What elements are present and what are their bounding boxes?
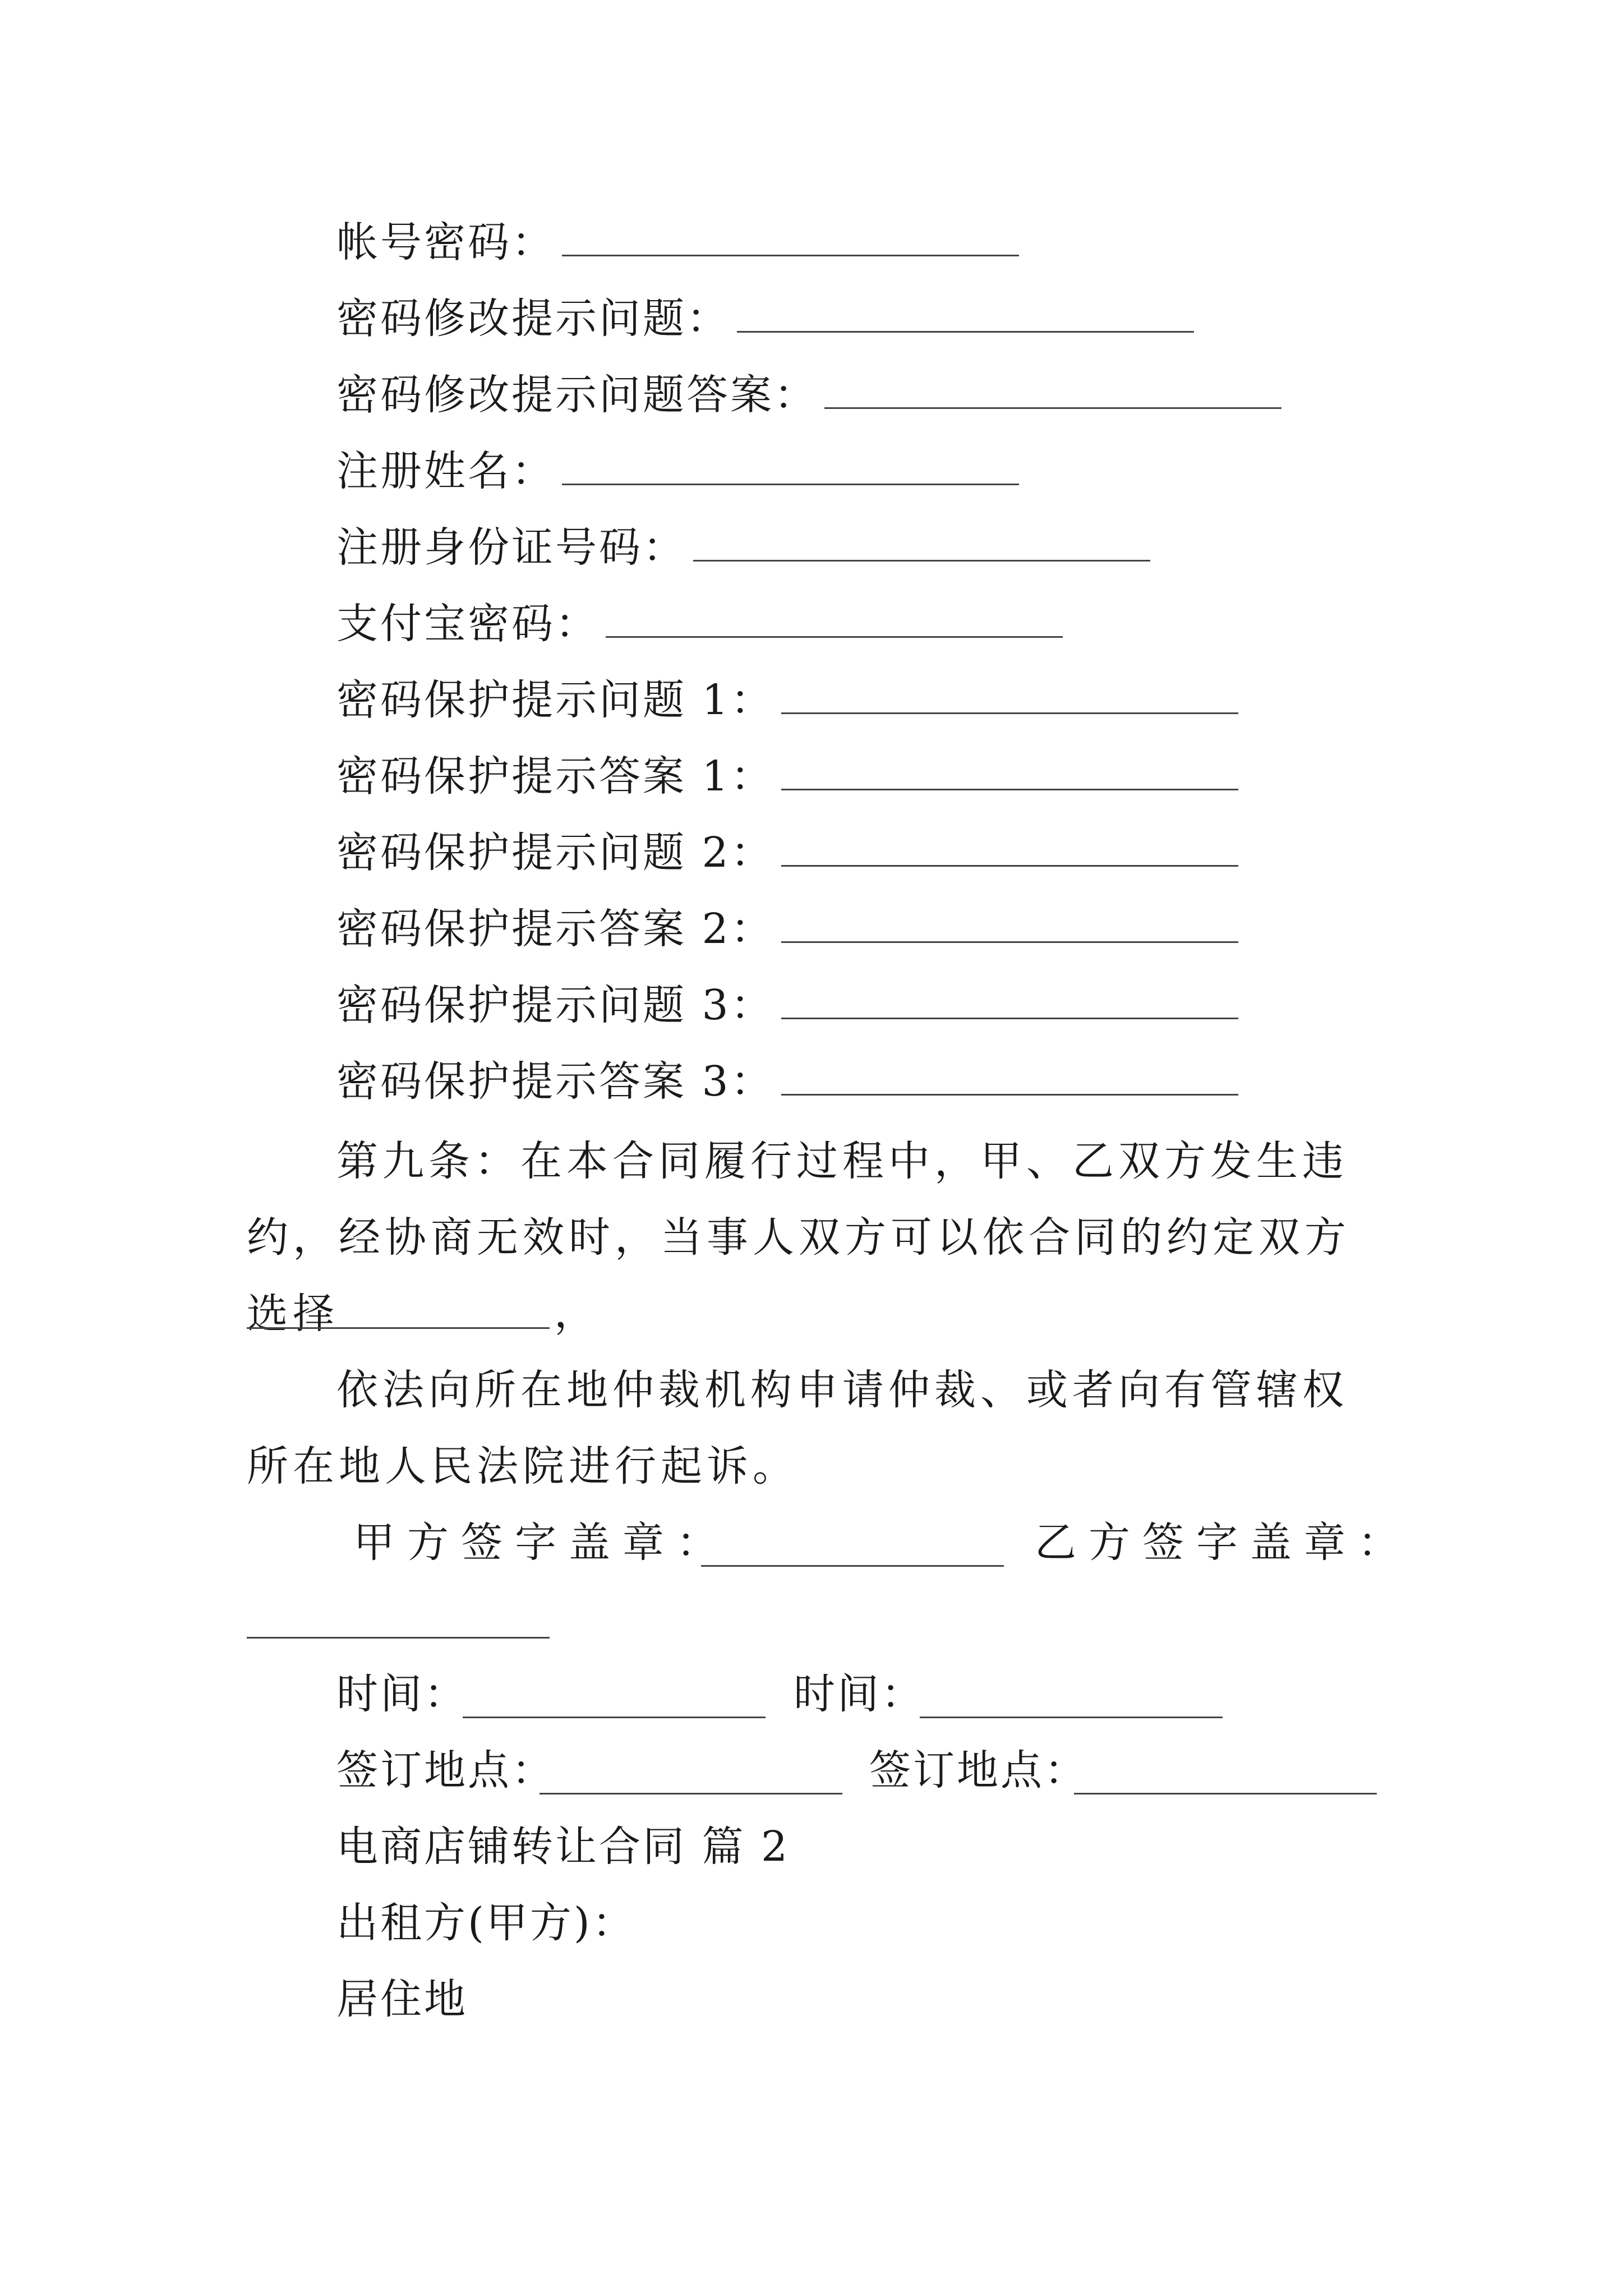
field-blank[interactable] [693, 525, 1150, 562]
time-a-blank[interactable] [463, 1717, 766, 1718]
field-blank[interactable] [824, 372, 1281, 409]
field-registered-name [336, 443, 1019, 499]
party-a-seal-line [353, 1515, 730, 1571]
place-a-blank[interactable] [540, 1793, 842, 1795]
field-label: 注册姓名： [336, 447, 555, 495]
field-label: 支付宝密码： [336, 600, 599, 648]
field-label: 密码保护提示问题 1： [336, 676, 774, 724]
field-blank[interactable] [781, 754, 1238, 790]
place-a-label: 签订地点： [336, 1746, 555, 1795]
place-b-line [869, 1742, 1088, 1798]
field-security-answer-1 [336, 748, 1238, 804]
field-blank[interactable] [781, 1059, 1238, 1096]
field-blank[interactable] [781, 907, 1238, 943]
field-security-question-3 [336, 977, 1238, 1033]
field-alipay-password [336, 596, 1063, 652]
lessor-line [336, 1895, 636, 1951]
party-b-seal-line [1035, 1515, 1412, 1571]
time-a-label: 时间： [336, 1670, 468, 1718]
party-b-seal-blank[interactable] [247, 1637, 550, 1639]
field-blank[interactable] [562, 449, 1019, 485]
continuation-text: 依法向所在地仲裁机构申请仲裁、或者向有管辖权所在地人民法院进行起诉。 [247, 1366, 1348, 1490]
field-label: 注册身份证号码： [336, 523, 686, 572]
article-9-paragraph [247, 1123, 1380, 1352]
field-account-password [336, 214, 1019, 270]
comma-text: ， [554, 1289, 598, 1337]
time-b-line [794, 1666, 925, 1722]
field-label: 密码修改提示问题答案： [336, 371, 818, 419]
section-2-title [336, 1819, 790, 1875]
article-9-text: 第九条：在本合同履行过程中，甲、乙双方发生违约，经协商无效时，当事人双方可以依合同的约定双方选择 [247, 1137, 1350, 1338]
field-security-question-2 [336, 825, 1238, 881]
place-b-blank[interactable] [1074, 1793, 1377, 1795]
field-pw-change-answer [336, 367, 1281, 423]
field-label: 密码保护提示答案 2： [336, 905, 774, 953]
residence-label: 居住地 [336, 1975, 468, 2023]
field-security-question-1 [336, 672, 1238, 728]
place-b-label: 签订地点： [869, 1746, 1088, 1795]
place-line [336, 1742, 555, 1798]
field-label: 密码保护提示答案 3： [336, 1057, 774, 1106]
party-b-seal-label: 乙方签字盖章： [1035, 1519, 1412, 1567]
party-a-seal-blank[interactable] [701, 1565, 1004, 1567]
field-label: 帐号密码： [336, 218, 555, 266]
field-blank[interactable] [606, 601, 1063, 638]
section-2-title-text: 电商店铺转让合同 篇 2 [336, 1823, 790, 1871]
field-label: 密码保护提示问题 2： [336, 829, 774, 877]
field-label: 密码保护提示答案 1： [336, 752, 774, 800]
field-blank[interactable] [737, 296, 1194, 333]
field-blank[interactable] [562, 220, 1019, 256]
field-security-answer-3 [336, 1053, 1238, 1110]
field-blank[interactable] [781, 983, 1238, 1019]
field-label: 密码修改提示问题： [336, 295, 730, 343]
residence-line [336, 1971, 468, 2027]
article-9-continuation [247, 1352, 1380, 1504]
field-label: 密码保护提示问题 3： [336, 981, 774, 1029]
dispute-choice-blank[interactable] [247, 1327, 550, 1329]
field-blank[interactable] [781, 830, 1238, 867]
lessor-label: 出租方(甲方)： [336, 1899, 636, 1947]
time-b-blank[interactable] [920, 1717, 1223, 1718]
field-registered-id [336, 519, 1150, 576]
time-line [336, 1666, 468, 1722]
party-a-seal-label: 甲方签字盖章： [353, 1519, 730, 1567]
field-pw-change-question [336, 291, 1194, 347]
field-security-answer-2 [336, 901, 1238, 957]
field-blank[interactable] [781, 678, 1238, 714]
time-b-label: 时间： [794, 1670, 925, 1718]
dispute-choice-comma [554, 1285, 598, 1341]
